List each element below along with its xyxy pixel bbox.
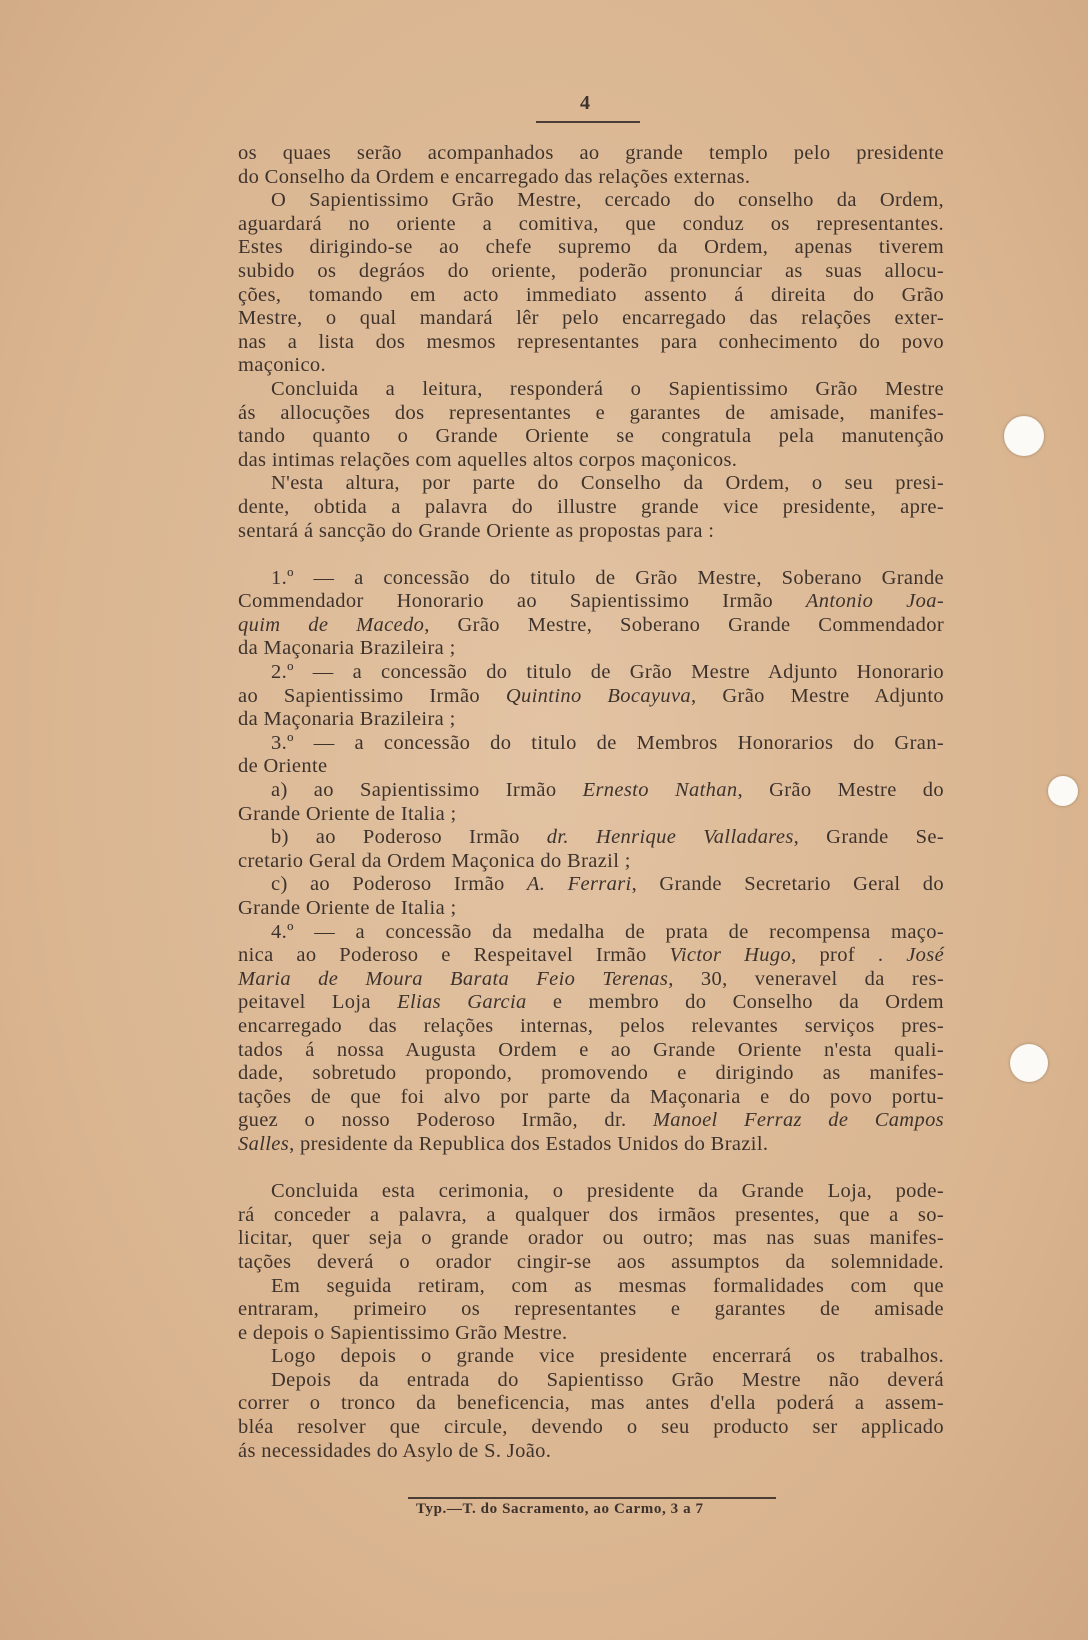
line-text: ções, tomando em acto immediato assento á direita do Grão <box>238 283 944 306</box>
text-line <box>238 307 944 331</box>
text-line <box>238 1275 944 1299</box>
italic-name: Victor Hugo <box>669 944 792 967</box>
line-text: dade, sobretudo propondo, promovendo e dirigindo as manifes- <box>238 1062 944 1085</box>
line-text: , presidente da Republica dos Estados Unidos do Brazil. <box>289 1132 769 1155</box>
line-text: bléa resolver que circule, devendo o seu producto ser applicado <box>238 1416 944 1439</box>
line-text: Logo depois o grande vice presidente encerrará os trabalhos. <box>271 1345 944 1368</box>
line-text: aguardará no oriente a comitiva, que conduz os representantes. <box>238 212 944 235</box>
line-text: da Maçonaria Brazileira ; <box>238 637 456 660</box>
text-line <box>238 1039 944 1063</box>
line-text: Commendador Honorario ao Sapientissimo Irmão <box>238 590 806 613</box>
line-text: cretario Geral da Ordem Maçonica do Brazil ; <box>238 849 631 872</box>
text-line <box>238 614 944 638</box>
text-line <box>238 1180 944 1204</box>
text-line <box>238 166 944 190</box>
line-text: O Sapientissimo Grão Mestre, cercado do conselho da Ordem, <box>271 189 944 212</box>
line-text: N'esta altura, por parte do Conselho da Ordem, o seu presi- <box>271 472 944 495</box>
line-text: Grande Oriente de Italia ; <box>238 802 457 825</box>
page-number: 4 <box>580 92 590 114</box>
line-text: a) ao Sapientissimo Irmão <box>271 779 583 802</box>
line-text: Em seguida retiram, com as mesmas formalidades com que <box>271 1274 944 1297</box>
text-line <box>238 142 944 166</box>
line-text: correr o tronco da beneficencia, mas antes d'ella poderá a assem- <box>238 1392 944 1415</box>
text-line <box>238 1062 944 1086</box>
line-text: das intimas relações com aquelles altos corpos maçonicos. <box>238 448 738 471</box>
line-text: encarregado das relações internas, pelos relevantes serviços pres- <box>238 1014 944 1037</box>
line-text: Estes dirigindo-se ao chefe supremo da Ordem, apenas tiverem <box>238 236 944 259</box>
text-line <box>238 826 944 850</box>
line-text: Depois da entrada do Sapientisso Grão Mestre não deverá <box>271 1368 944 1391</box>
line-text: de Oriente <box>238 755 328 778</box>
text-line <box>238 236 944 260</box>
text-line <box>238 213 944 237</box>
line-text: da Maçonaria Brazileira ; <box>238 708 456 731</box>
text-line <box>238 590 944 614</box>
line-text: subido os degráos do oriente, poderão pronunciar as suas allocu- <box>238 259 944 282</box>
line-text: e depois o Sapientissimo Grão Mestre. <box>238 1321 568 1344</box>
italic-name: A. Ferrari <box>526 873 632 896</box>
line-text: do Conselho da Ordem e encarregado das relações externas. <box>238 165 751 188</box>
text-line <box>238 1322 944 1346</box>
text-line <box>238 1298 944 1322</box>
text-line <box>238 449 944 473</box>
line-text: licitar, quer seja o grande orador ou outro; mas nas suas manifes- <box>238 1227 944 1250</box>
text-line <box>238 354 944 378</box>
text-line <box>238 1133 944 1157</box>
italic-name: Quintino Bocayuva <box>505 684 692 707</box>
italic-name: Antonio Joa- <box>805 590 944 613</box>
text-line <box>238 1109 944 1133</box>
text-line <box>238 1015 944 1039</box>
text-line <box>238 708 944 732</box>
line-text: b) ao Poderoso Irmão <box>271 826 547 849</box>
line-text: os quaes serão acompanhados ao grande templo pelo presidente <box>238 142 944 164</box>
line-text: tando quanto o Grande Oriente se congratula pela manutenção <box>238 425 944 448</box>
line-text: peitavel Loja <box>238 991 398 1014</box>
line-text: e membro do Conselho da Ordem <box>526 991 944 1014</box>
text-line <box>238 755 944 779</box>
text-line <box>238 1392 944 1416</box>
line-text: , 30, veneravel da res- <box>668 967 945 990</box>
line-text: Concluida a leitura, responderá o Sapientissimo Grão Mestre <box>271 377 944 400</box>
text-line <box>238 803 944 827</box>
text-line <box>238 189 944 213</box>
line-text: dente, obtida a palavra do illustre grande vice presidente, apre- <box>238 495 944 518</box>
text-line <box>238 496 944 520</box>
line-text: ás allocuções dos representantes e garantes de amisade, manifes- <box>238 401 944 424</box>
page-number-rule <box>536 121 640 123</box>
text-line <box>238 284 944 308</box>
line-text: , Grande Se- <box>793 826 945 849</box>
text-line <box>238 1345 944 1369</box>
italic-name: quim de Macedo <box>238 613 425 636</box>
line-text: 2.º — a concessão do titulo de Grão Mestre Adjunto Honorario <box>271 661 944 684</box>
line-text: maçonico. <box>238 354 326 377</box>
italic-name: Salles <box>238 1132 290 1155</box>
text-line <box>238 1204 944 1228</box>
line-text: 3.º — a concessão do titulo de Membros Honorarios do Gran- <box>271 731 944 754</box>
text-line <box>238 1369 944 1393</box>
line-text: entraram, primeiro os representantes e garantes de amisade <box>238 1298 944 1321</box>
line-text: 4.º — a concessão da medalha de prata de recompensa maço- <box>271 920 944 943</box>
line-text: nas a lista dos mesmos representantes para conhecimento do povo <box>238 330 944 353</box>
line-text: ao Sapientissimo Irmão <box>238 684 506 707</box>
text-line <box>238 260 944 284</box>
footer-rule <box>408 1497 776 1499</box>
text-line <box>238 331 944 355</box>
body-text <box>238 142 944 1463</box>
text-line <box>238 944 944 968</box>
line-text: , Grão Mestre Adjunto <box>691 684 944 707</box>
text-line <box>238 425 944 449</box>
italic-name: Ernesto Nathan <box>582 779 738 802</box>
italic-name: dr. Henrique Valladares <box>546 826 794 849</box>
line-text: , prof . <box>791 944 907 967</box>
text-line <box>238 685 944 709</box>
text-line <box>238 779 944 803</box>
text-line <box>238 850 944 874</box>
text-line <box>238 1227 944 1251</box>
line-text: Grande Oriente de Italia ; <box>238 897 457 919</box>
punch-hole-bottom <box>1010 1044 1048 1082</box>
line-text: , Grande Secretario Geral do <box>631 873 944 896</box>
text-line <box>238 1086 944 1110</box>
text-line <box>238 921 944 945</box>
paragraph-gap <box>238 1157 944 1181</box>
line-text: sentará á sancção do Grande Oriente as propostas para : <box>238 519 715 542</box>
italic-name: Elias Garcia <box>397 991 527 1014</box>
line-text: guez o nosso Poderoso Irmão, dr. <box>238 1109 653 1132</box>
paragraph-gap <box>238 543 944 567</box>
text-line <box>238 1416 944 1440</box>
text-line <box>238 873 944 897</box>
line-text: rá conceder a palavra, a qualquer dos irmãos presentes, que a so- <box>238 1203 944 1226</box>
italic-name: Maria de Moura Barata Feio Terenas <box>238 967 669 990</box>
text-line <box>238 472 944 496</box>
line-text: tados á nossa Augusta Ordem e ao Grande Oriente n'esta quali- <box>238 1038 944 1061</box>
line-text: Mestre, o qual mandará lêr pelo encarregado das relações exter- <box>238 307 944 330</box>
line-text: 1.º — a concessão do titulo de Grão Mestre, Soberano Grande <box>271 566 944 589</box>
text-line <box>238 661 944 685</box>
text-line <box>238 732 944 756</box>
torn-edge-mark <box>1048 776 1078 806</box>
text-line <box>238 637 944 661</box>
line-text: ás necessidades do Asylo de S. João. <box>238 1439 552 1462</box>
line-text: nica ao Poderoso e Respeitavel Irmão <box>238 944 670 967</box>
text-line <box>238 1251 944 1275</box>
printer-imprint: Typ.—T. do Sacramento, ao Carmo, 3 a 7 <box>416 1501 704 1517</box>
line-text: , Grão Mestre, Soberano Grande Commendador <box>424 613 944 636</box>
line-text: Concluida esta cerimonia, o presidente da Grande Loja, pode- <box>271 1180 944 1203</box>
text-line <box>238 402 944 426</box>
line-text: , Grão Mestre do <box>737 779 945 802</box>
line-text: c) ao Poderoso Irmão <box>271 873 527 896</box>
text-line <box>238 991 944 1015</box>
text-line <box>238 1440 944 1464</box>
text-line <box>238 520 944 544</box>
text-line <box>238 378 944 402</box>
text-line <box>238 567 944 591</box>
text-line <box>238 897 944 921</box>
line-text: tações de que foi alvo por parte da Maçonaria e do povo portu- <box>238 1085 944 1108</box>
italic-name: José <box>906 944 945 967</box>
text-line <box>238 968 944 992</box>
italic-name: Manoel Ferraz de Campos <box>652 1109 944 1132</box>
line-text: tações deverá o orador cingir-se aos assumptos da solemnidade. <box>238 1250 944 1273</box>
punch-hole-top <box>1004 416 1044 456</box>
